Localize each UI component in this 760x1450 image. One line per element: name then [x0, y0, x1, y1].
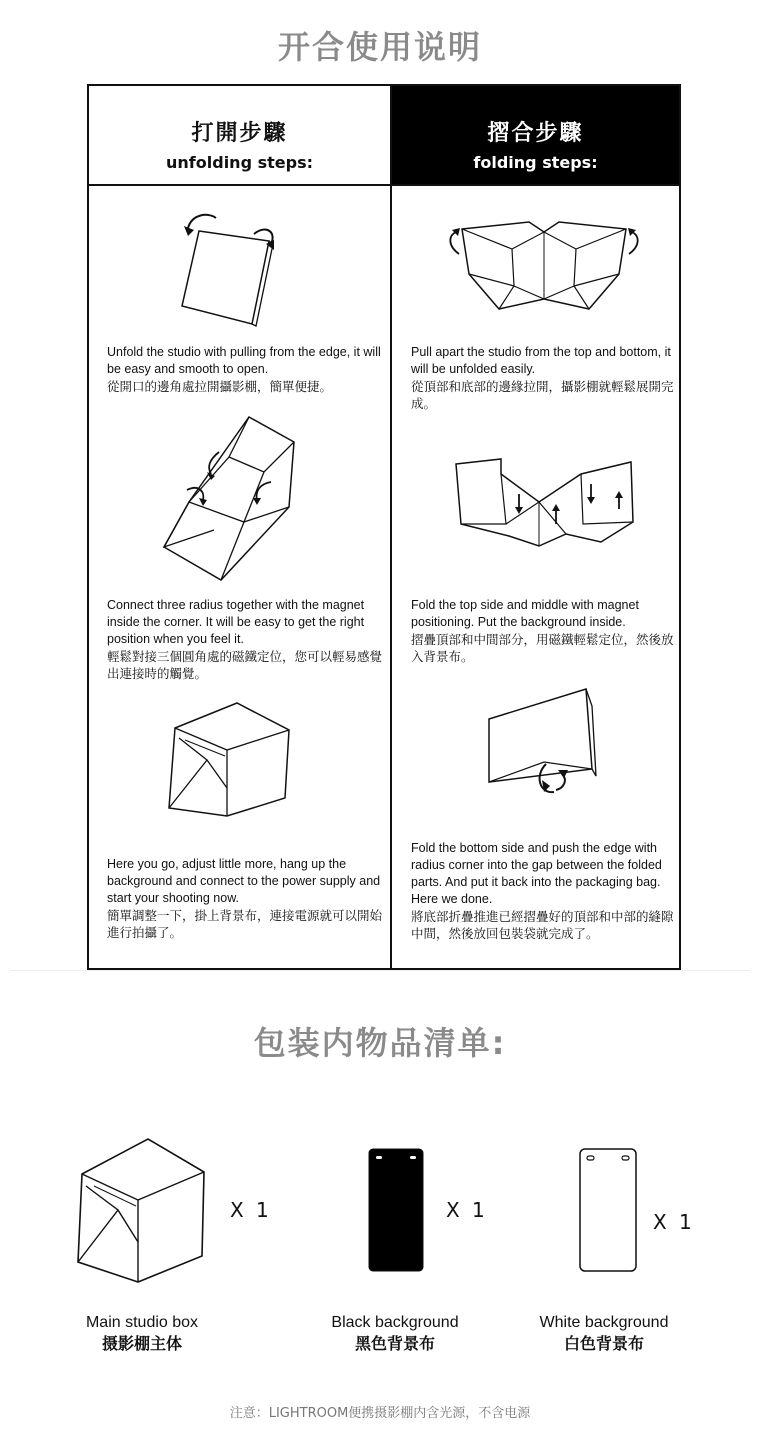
fold-step-2-cn: 摺疊頂部和中間部分，用磁鐵輕鬆定位，然後放入背景布。 — [411, 632, 674, 664]
instructions-title: 开合使用说明 — [277, 28, 482, 66]
package-item-studio-count: X 1 — [230, 1198, 272, 1222]
unfold-step-1-text — [107, 344, 387, 395]
column-divider — [390, 86, 392, 968]
unfold-step-3-en: Here you go, adjust little more, hang up the background and connect to the power supply and start your shooting now. — [107, 857, 381, 905]
fold-step-3-diagram — [484, 684, 604, 809]
fold-step-1-diagram — [444, 214, 644, 314]
unfold-step-1-diagram — [174, 206, 284, 331]
package-item-white-bg-name-cn: 白色背景布 — [563, 1334, 644, 1353]
instructions-table — [87, 84, 681, 970]
package-item-black-bg-caption — [295, 1312, 495, 1354]
header-divider — [89, 184, 679, 186]
unfold-step-1-en: Unfold the studio with pulling from the edge, it will be easy and smooth to open. — [107, 345, 381, 376]
fold-step-3-en: Fold the bottom side and push the edge with radius corner into the gap between the folded parts. And put it back into the packaging bag. Here we done. — [411, 841, 662, 906]
fold-step-1-text — [411, 344, 679, 412]
unfold-step-2-diagram — [159, 412, 299, 582]
package-item-studio-image — [76, 1134, 208, 1289]
package-item-studio-caption — [42, 1312, 242, 1354]
folding-header-en: folding steps: — [473, 153, 598, 172]
fold-step-3-cn: 將底部折疊推進已經摺疊好的頂部和中部的縫隙中間，然後放回包裝袋就完成了。 — [411, 909, 674, 941]
section-divider — [10, 970, 750, 971]
unfold-step-2-en: Connect three radius together with the magnet inside the corner. It will be easy to get the right position when you feel it. — [107, 598, 365, 646]
unfold-step-2-cn: 輕鬆對接三個圓角處的磁鐵定位，您可以輕易感覺出連接時的觸覺。 — [107, 649, 383, 681]
unfold-step-2-text — [107, 597, 387, 682]
unfolding-header — [89, 86, 390, 184]
package-item-black-bg-count: X 1 — [446, 1198, 488, 1222]
fold-step-2-en: Fold the top side and middle with magnet positioning. Put the background inside. — [411, 598, 639, 629]
package-item-black-bg-name-cn: 黑色背景布 — [354, 1334, 435, 1353]
package-item-white-bg-count: X 1 — [653, 1210, 695, 1234]
footer-note: 注意：LIGHTROOM便携摄影棚内含光源，不含电源 — [229, 1406, 531, 1421]
package-item-black-bg-name-en: Black background — [331, 1314, 459, 1331]
fold-step-2-text — [411, 597, 681, 665]
fold-step-1-cn: 從頂部和底部的邊緣拉開，攝影棚就輕鬆展開完成。 — [411, 379, 674, 411]
unfolding-header-cn: 打開步驟 — [191, 121, 288, 146]
unfolding-header-en: unfolding steps: — [166, 153, 313, 172]
fold-step-1-en: Pull apart the studio from the top and bottom, it will be unfolded easily. — [411, 345, 671, 376]
unfold-step-3-diagram — [167, 698, 292, 818]
unfold-step-3-text — [107, 856, 392, 941]
package-item-studio-name-en: Main studio box — [85, 1314, 199, 1331]
folding-header-cn: 摺合步驟 — [487, 121, 584, 146]
package-item-white-bg-image — [579, 1148, 637, 1277]
fold-step-2-diagram — [451, 454, 636, 554]
package-item-white-bg-name-en: White background — [539, 1314, 669, 1331]
unfold-step-3-cn: 簡單調整一下，掛上背景布，連接電源就可以開始進行拍攝了。 — [107, 908, 383, 940]
package-item-studio-name-cn: 摄影棚主体 — [101, 1334, 182, 1353]
package-title: 包装内物品清单: — [253, 1024, 507, 1062]
package-item-black-bg-image — [368, 1148, 424, 1277]
fold-step-3-text — [411, 840, 681, 942]
unfold-step-1-cn: 從開口的邊角處拉開攝影棚，簡單便捷。 — [107, 379, 333, 394]
folding-header — [392, 86, 679, 184]
package-item-white-bg-caption — [504, 1312, 704, 1354]
